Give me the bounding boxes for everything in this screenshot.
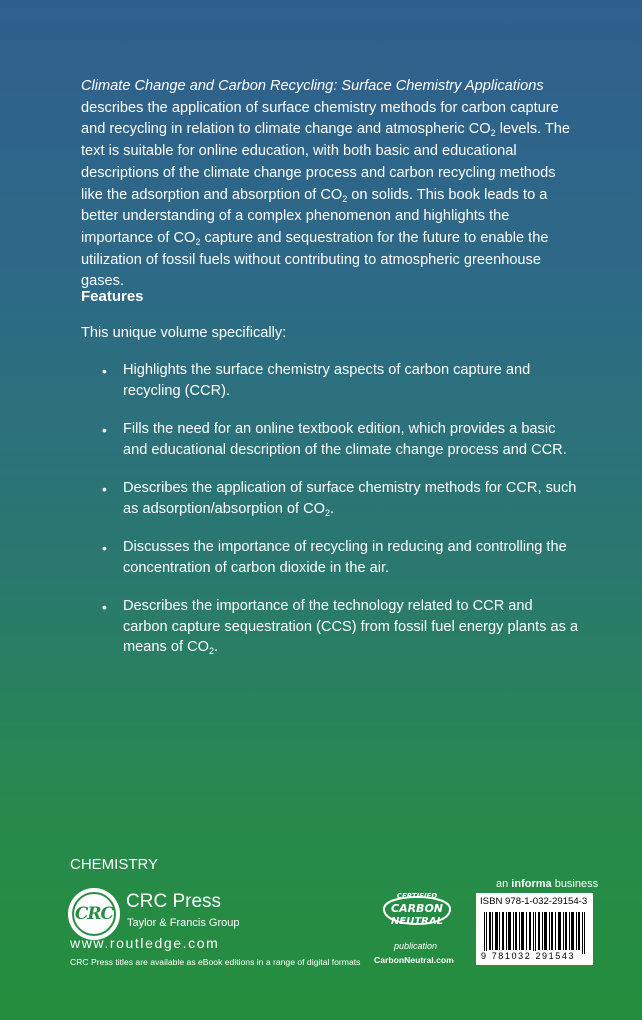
feature-tail: . [330, 500, 335, 517]
ebook-note: CRC Press titles are available as eBook editions in a range of digital formats [70, 957, 361, 967]
informa-prefix: an [496, 878, 512, 890]
website-link[interactable]: www.routledge.com [70, 935, 220, 951]
description-part-1: describes the application of surface chemistry methods for carbon capture and recycling in relation to climate change and atmospheric CO [81, 99, 559, 138]
feature-text: Describes the importance of the technology related to CCR and carbon capture sequestration (CCS) from fossil fuel energy plants as a means of CO [123, 598, 579, 655]
barcode-number: 9 781032 291543 [481, 951, 576, 961]
bullet-icon: • [102, 422, 107, 438]
feature-text: Fills the need for an online textbook edition, which provides a basic and educational description of the climate change process and CCR. [123, 421, 567, 458]
description-part-4: capture and sequestration for the future to enable the utilization of fossil fuels without contributing to atmospheric greenhouse gases. [81, 229, 549, 290]
barcode-icon [482, 912, 588, 954]
list-item [81, 360, 581, 401]
subscript-2: 2 [195, 236, 201, 247]
subscript-2: 2 [490, 128, 496, 139]
subject-category: CHEMISTRY [70, 856, 159, 873]
book-description [81, 76, 579, 293]
feature-text: Discusses the importance of recycling in reducing and controlling the concentration of carbon dioxide in the air. [123, 539, 567, 576]
carbon-neutral-url: CarbonNeutral.com [374, 955, 454, 965]
isbn-number: ISBN 978-1-032-29154-3 [480, 896, 588, 907]
badge-carbon: CARBON [391, 902, 443, 915]
informa-business [496, 878, 598, 890]
bullet-icon: • [102, 481, 107, 497]
subscript-2: 2 [325, 507, 331, 518]
subscript-2: 2 [342, 193, 348, 204]
features-list [81, 360, 581, 676]
carbon-neutral-badge-icon [378, 885, 456, 937]
badge-neutral: NEUTRAL [391, 916, 443, 927]
isbn-barcode-box [476, 893, 593, 965]
badge-certified: CERTIFIED [396, 892, 438, 900]
feature-text: Highlights the surface chemistry aspects of carbon capture and recycling (CCR). [123, 362, 531, 399]
features-intro: This unique volume specifically: [81, 325, 287, 341]
informa-suffix: business [551, 878, 599, 890]
list-item [81, 537, 581, 578]
features-heading: Features [81, 288, 144, 305]
crc-logo-icon: CRC [68, 888, 120, 940]
description-part-2: levels. The text is suitable for online education, with both basic and educational descriptions of the climate change process and carbon recycling methods like the adsorption and absorption of CO [81, 121, 571, 203]
publisher-group: Taylor & Francis Group [127, 917, 240, 929]
feature-tail: . [214, 639, 219, 655]
publisher-name: CRC Press [126, 891, 222, 912]
list-item [81, 478, 581, 519]
list-item [81, 419, 581, 460]
informa-brand: informa [511, 878, 552, 890]
bullet-icon: • [102, 363, 107, 379]
book-title-italic: Climate Change and Carbon Recycling: Surface Chemistry Applications [81, 78, 544, 94]
subscript-2: 2 [208, 646, 214, 656]
carbon-neutral-publication: publication [394, 941, 438, 951]
description-part-3: on solids. This book leads to a better understanding of a complex phenomenon and highlights the importance of CO [81, 186, 548, 246]
bullet-icon: • [102, 599, 107, 615]
list-item [81, 596, 581, 658]
feature-text: Describes the application of surface chemistry methods for CCR, such as adsorption/absorption of CO [123, 480, 577, 517]
bullet-icon: • [102, 540, 107, 556]
